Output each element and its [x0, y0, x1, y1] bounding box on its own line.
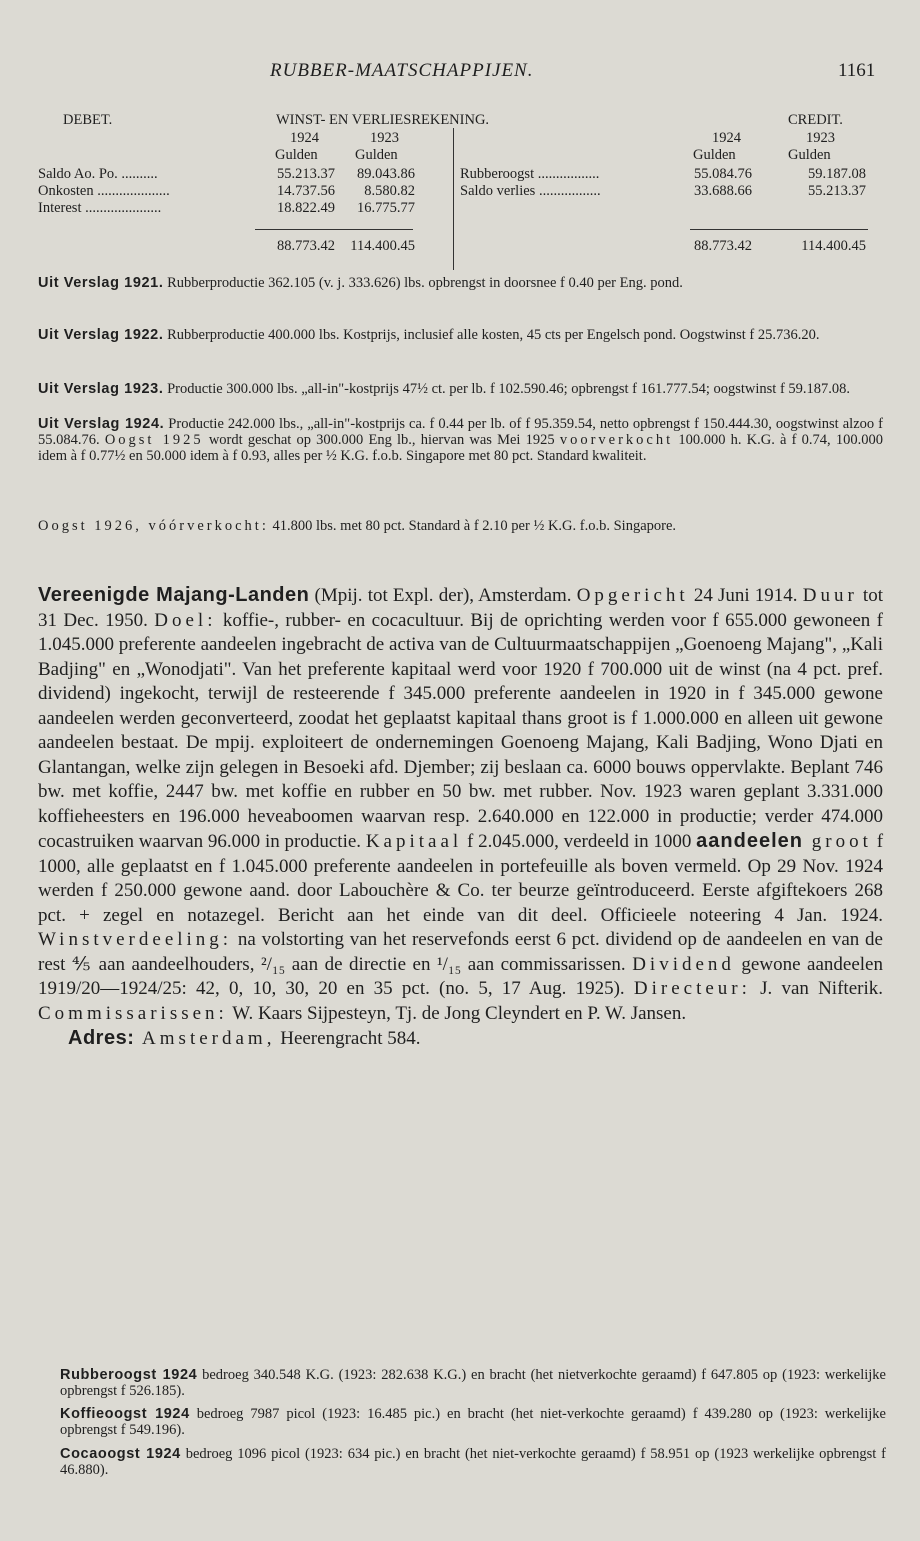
- adres-label: Adres:: [68, 1027, 135, 1049]
- debit-value: 89.043.86: [357, 166, 415, 182]
- year-left-1924: 1924: [290, 130, 319, 146]
- table-title: WINST- EN VERLIESREKENING.: [276, 112, 490, 128]
- table-rule-left: [255, 229, 413, 230]
- company-article: Vereenigde Majang-Landen (Mpij. tot Expl. der), Amsterdam. Opgericht 24 Juni 1914. Duur tot 31 Dec. 1950. Doel: koffie-, rubber- en cocacultuur. Bij de oprichting werden voor f 655.000 gewoneen f 1.045.000 preferente aandeelen ingebracht de activa van de Cultuurmaatschappijen „Goenoeng Majang", „Kali Badjing" en „Wonodjati". Van het preferente kapitaal werd voor 1920 f 700.000 uit de winst (na 4 pct. pref. dividend) ingekocht, terwijl de resteerende f 345.000 preferente aandeelen in 1920 in f 345.000 gewone aandeelen werden geconverteerd, zoodat het geplaatst kapitaal thans groot is f 1.000.000 en alleen uit gewone aandeelen bestaat. De mpij. exploiteert de ondernemingen Goenoeng Majang, Kali Badjing, Wono Djati en Glantangan, welke zijn gelegen in Besoeki afd. Djember; zij beslaan ca. 6000 bouws oppervlakte. Beplant 746 bw. met koffie, 2447 bw. met koffie en rubber en 50 bw. met rubber. Nov. 1923 waren geplant 3.331.000 koffieheesters en 196.000 heveaboomen waarvan resp. 2.640.000 en 122.000 in productie; verder 474.000 cocastruiken waarvan 96.000 in productie. Kapitaal f 2.045.000, verdeeld in 1000 aandeelen groot f 1000, alle geplaatst en f 1.045.000 preferente aandeelen in portefeuille als boven vermeld. Op 29 Nov. 1924 werden f 250.000 gewone aand. door Labouchère & Co. ter beurze geïntroduceerd. Eerste afgiftekoers 268 pct. + zegel en notazegel. Bericht aan het einde van dit deel. Officieele noteering 4 Jan. 1924. Winstverdeeling: na volstorting van het reservefonds eerst 6 pct. dividend op de aandeelen en van de rest ⅘ aan aandeelhouders, ²/₁₅ aan de directie en ¹/₁₅ aan commissarissen. Dividend gewone aandeelen 1919/20—1924/25: 42, 0, 10, 30, 20 en 35 pct. (no. 5, 17 Aug. 1925). Directeur: J. van Nifterik. Commissarissen: W. Kaars Sijpesteyn, Tj. de Jong Cleyndert en P. W. Jansen. Adres: Amsterdam, Heerengracht 584.: [38, 584, 884, 1049]
- debit-value: 16.775.77: [357, 200, 415, 216]
- debet-label: DEBET.: [63, 112, 113, 128]
- report-1924: Uit Verslag 1924. Productie 242.000 lbs., „all-in"-kostprijs ca. f 0.44 per lb. of f 95.359.54, netto opbrengst f 150.444.30, oogstwinst alzoo f 55.084.76. Oogst 1925 wordt geschat op 300.000 Eng lb., hiervan was Mei 1925 voorverkocht 100.000 h. K.G. à f 0.74, 100.000 idem à f 0.77½ en 50.000 idem à f 0.93, alles per ½ K.G. f.o.b. Singapore met 80 pct. Standard kwaliteit.: [38, 416, 883, 464]
- table-row: Onkosten ....................: [38, 183, 170, 199]
- page-number: 1161: [838, 60, 876, 81]
- table-row: Rubberoogst .................: [460, 166, 600, 182]
- credit-label: CREDIT.: [788, 112, 843, 128]
- unit-left-1924: Gulden: [275, 147, 318, 163]
- table-row: Saldo Ao. Po. ..........: [38, 166, 158, 182]
- credit-value: 55.213.37: [808, 183, 866, 199]
- credit-value: 33.688.66: [694, 183, 752, 199]
- table-rule-right: [690, 229, 868, 230]
- running-title: RUBBER-MAATSCHAPPIJEN.: [270, 60, 534, 81]
- footnote-koffieoogst: Koffieoogst 1924 bedroeg 7987 picol (1923: 16.485 pic.) en bracht (het niet-verkochte geraamd) f 439.280 op (1923: werkelijke opbrengst f 549.196).: [60, 1406, 886, 1438]
- report-1921: Uit Verslag 1921. Rubberproductie 362.105 (v. j. 333.626) lbs. opbrengst in doorsnee f 0.40 per Eng. pond.: [38, 275, 683, 291]
- unit-right-1923: Gulden: [788, 147, 831, 163]
- credit-total-1923: 114.400.45: [801, 238, 866, 254]
- table-divider: [453, 128, 454, 270]
- year-right-1924: 1924: [712, 130, 741, 146]
- credit-value: 55.084.76: [694, 166, 752, 182]
- debit-value: 14.737.56: [277, 183, 335, 199]
- credit-value: 59.187.08: [808, 166, 866, 182]
- oogst-1926: Oogst 1926, vóórverkocht: 41.800 lbs. met 80 pct. Standard à f 2.10 per ½ K.G. f.o.b. Singapore.: [38, 518, 677, 534]
- table-row: Interest .....................: [38, 200, 162, 216]
- report-1922: Uit Verslag 1922. Rubberproductie 400.000 lbs. Kostprijs, inclusief alle kosten, 45 cts per Engelsch pond. Oogstwinst f 25.736.20.: [38, 327, 820, 343]
- credit-total-1924: 88.773.42: [694, 238, 752, 254]
- unit-left-1923: Gulden: [355, 147, 398, 163]
- table-row: Saldo verlies .................: [460, 183, 601, 199]
- footnote-cocaoogst: Cocaoogst 1924 bedroeg 1096 picol (1923: 634 pic.) en bracht (het niet-verkochte geraamd) f 58.951 op (1923 werkelijke opbrengst f 46.880).: [60, 1446, 886, 1478]
- year-right-1923: 1923: [806, 130, 835, 146]
- footnote-rubberoogst: Rubberoogst 1924 bedroeg 340.548 K.G. (1923: 282.638 K.G.) en bracht (het nietverkochte geraamd) f 647.805 op (1923: werkelijke opbrengst f 526.185).: [60, 1367, 886, 1399]
- year-left-1923: 1923: [370, 130, 399, 146]
- unit-right-1924: Gulden: [693, 147, 736, 163]
- debit-value: 18.822.49: [277, 200, 335, 216]
- company-name: Vereenigde Majang-Landen: [38, 584, 310, 606]
- debit-total-1924: 88.773.42: [277, 238, 335, 254]
- debit-total-1923: 114.400.45: [350, 238, 415, 254]
- debit-value: 8.580.82: [364, 183, 415, 199]
- debit-value: 55.213.37: [277, 166, 335, 182]
- report-1923: Uit Verslag 1923. Productie 300.000 lbs. „all-in"-kostprijs 47½ ct. per lb. f 102.590.46; opbrengst f 161.777.54; oogstwinst f 59.187.08.: [38, 381, 851, 397]
